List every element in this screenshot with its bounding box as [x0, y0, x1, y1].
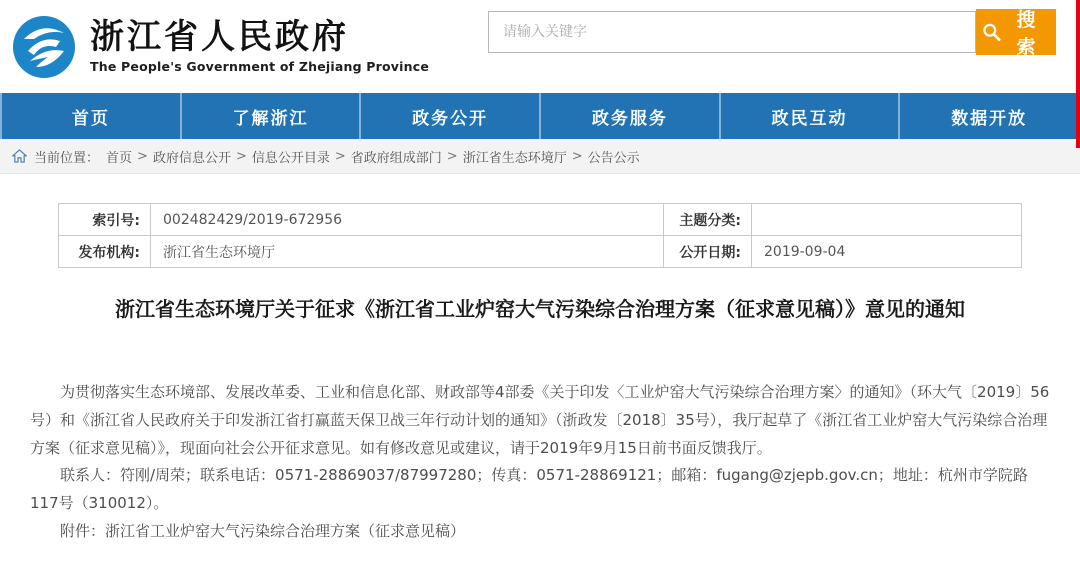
nav-item-public-interaction[interactable]: 政民互动 — [721, 93, 901, 139]
search-button[interactable] — [976, 9, 1056, 58]
nav-item-about-zhejiang[interactable]: 了解浙江 — [182, 93, 362, 139]
site-title: 浙江省人民政府 — [90, 16, 349, 57]
header — [0, 0, 1080, 93]
breadcrumb-item-home[interactable]: 首页 — [106, 150, 133, 166]
index-number-label: 索引号: — [58, 203, 150, 235]
publisher-value: 浙江省生态环境厅 — [150, 235, 663, 267]
nav-item-gov-services[interactable]: 政务服务 — [541, 93, 721, 139]
article-paragraph-1: 为贯彻落实生态环境部、发展改革委、工业和信息化部、财政部等4部委《关于印发〈工业炉窑大气污染综合治理方案〉的通知》（环大气〔2019〕56号）和《浙江省人民政府关于印发浙江省打赢蓝天保卫战三年行动计划的通知》（浙政发〔2018〕35号），我厅起草了《浙江省工业炉窑大气污染综合治理方案（征求意见稿）》，现面向社会公开征求意见。如有修改意见或建议，请于2019年9月15日前书面反馈我厅。 — [30, 383, 1050, 457]
breadcrumb-item-ecology-environment-dept[interactable]: 浙江省生态环境厅 — [462, 150, 567, 166]
topic-category-label: 主题分类: — [663, 203, 751, 235]
article-paragraph-contact: 联系人：符刚/周荣；联系电话：0571-28869037/87997280；传真：0571-28869121；邮箱：fugang@zjepb.gov.cn；地址：杭州市学院路117号（310012）。 — [30, 466, 1028, 512]
content-area — [0, 203, 1080, 546]
breadcrumb-separator: > — [334, 148, 346, 164]
document-meta-table — [58, 203, 1022, 268]
breadcrumb-separator: > — [571, 148, 583, 164]
breadcrumb-separator: > — [137, 148, 148, 164]
breadcrumb-item-announcements[interactable]: 公告公示 — [587, 150, 640, 166]
breadcrumb-label: 当前位置： — [34, 150, 100, 166]
home-icon — [12, 149, 27, 163]
article-title: 浙江省生态环境厅关于征求《浙江省工业炉窑大气污染综合治理方案（征求意见稿）》意见的通知 — [115, 297, 965, 321]
attachment-line: 附件：浙江省工业炉窑大气污染综合治理方案（征求意见稿） — [60, 521, 466, 540]
publish-date-label: 公开日期: — [663, 235, 751, 267]
topic-category-value — [751, 203, 1021, 235]
breadcrumb-item-provincial-departments[interactable]: 省政府组成部门 — [350, 150, 442, 166]
publish-date-value: 2019-09-04 — [751, 235, 1021, 267]
breadcrumb-separator: > — [446, 148, 458, 164]
nav-item-home[interactable]: 首页 — [0, 93, 182, 139]
breadcrumb — [0, 139, 1080, 174]
government-logo-icon[interactable] — [12, 15, 76, 79]
brand-block — [90, 16, 430, 75]
breadcrumb-separator: > — [235, 148, 247, 164]
nav-item-open-data[interactable]: 数据开放 — [900, 93, 1080, 139]
nav-item-gov-info-disclosure[interactable]: 政务公开 — [361, 93, 541, 139]
red-accent-strip — [1076, 0, 1080, 148]
article-body — [30, 379, 1050, 546]
site-subtitle: The People's Government of Zhejiang Province — [90, 59, 430, 75]
breadcrumb-item-gov-info[interactable]: 政府信息公开 — [152, 150, 231, 166]
search-icon — [982, 22, 1001, 42]
main-nav — [0, 93, 1080, 139]
search-input[interactable] — [488, 11, 976, 53]
breadcrumb-item-info-catalog[interactable]: 信息公开目录 — [251, 150, 330, 166]
index-number-value: 002482429/2019-672956 — [150, 203, 663, 235]
search-button-label: 搜索 — [1016, 9, 1040, 58]
publisher-label: 发布机构: — [58, 235, 150, 267]
search-bar — [488, 9, 1056, 58]
